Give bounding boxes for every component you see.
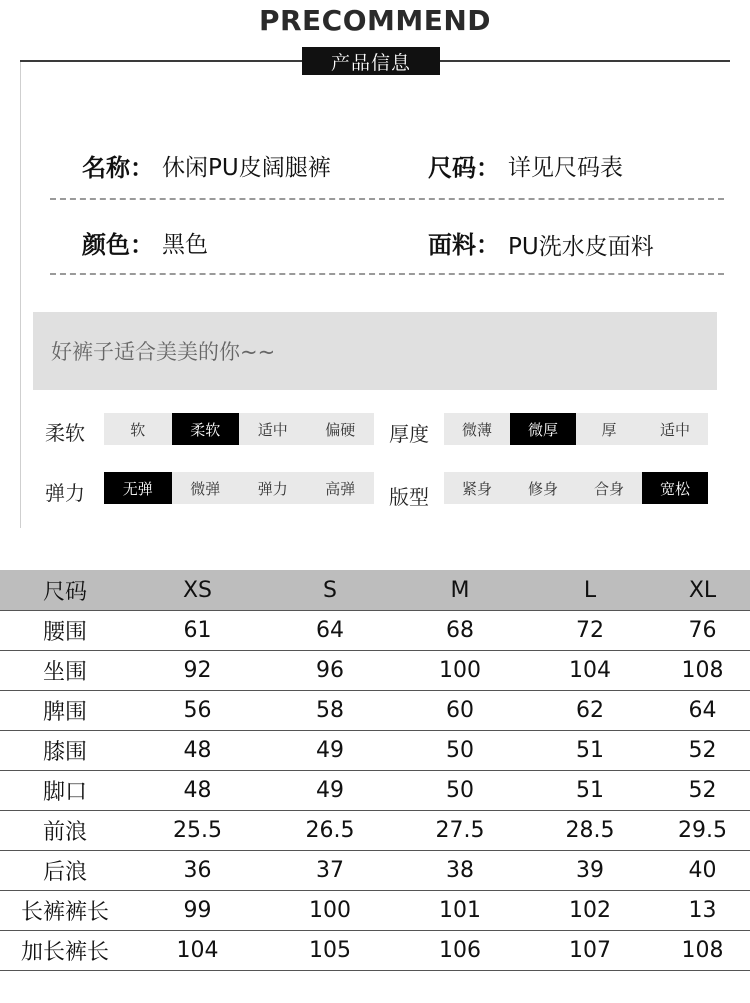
measure-value-cell: 50 bbox=[395, 771, 525, 811]
measure-value-cell: 60 bbox=[395, 691, 525, 731]
measure-name-cell: 坐围 bbox=[0, 651, 130, 691]
elasticity-scale bbox=[104, 472, 374, 504]
measure-name-cell: 长裤裤长 bbox=[0, 891, 130, 931]
softness-option: 偏硬 bbox=[325, 420, 356, 439]
measure-value-cell: 100 bbox=[265, 891, 395, 931]
color-label: 颜色： bbox=[82, 231, 154, 259]
measure-value-cell: 49 bbox=[265, 731, 395, 771]
measure-value-cell: 105 bbox=[265, 931, 395, 971]
fabric-value: PU洗水皮面料 bbox=[508, 234, 654, 260]
size-label: 尺码： bbox=[428, 154, 500, 182]
measure-value-cell: 100 bbox=[395, 651, 525, 691]
thickness-option: 厚 bbox=[601, 420, 617, 439]
measure-value-cell: 48 bbox=[130, 731, 265, 771]
header-cell: XL bbox=[655, 570, 750, 611]
table-row bbox=[0, 651, 750, 691]
measure-value-cell: 52 bbox=[655, 771, 750, 811]
softness-option: 柔软 bbox=[172, 413, 240, 445]
thickness-option: 适中 bbox=[659, 420, 690, 439]
fit-option: 合身 bbox=[593, 479, 624, 498]
measure-name-cell: 脚口 bbox=[0, 771, 130, 811]
thickness-option: 微薄 bbox=[461, 420, 492, 439]
measure-value-cell: 64 bbox=[655, 691, 750, 731]
measure-value-cell: 108 bbox=[655, 651, 750, 691]
table-row bbox=[0, 851, 750, 891]
table-row bbox=[0, 891, 750, 931]
measure-value-cell: 102 bbox=[525, 891, 655, 931]
measure-value-cell: 13 bbox=[655, 891, 750, 931]
measure-value-cell: 27.5 bbox=[395, 811, 525, 851]
brand-title: PRECOMMEND bbox=[258, 4, 492, 37]
softness-label: 柔软 bbox=[45, 421, 85, 445]
table-row bbox=[0, 691, 750, 731]
measure-value-cell: 61 bbox=[130, 611, 265, 651]
measure-value-cell: 37 bbox=[265, 851, 395, 891]
header-cell: L bbox=[525, 570, 655, 611]
size-value: 详见尺码表 bbox=[508, 155, 623, 181]
dashed-divider bbox=[50, 273, 724, 275]
measure-value-cell: 29.5 bbox=[655, 811, 750, 851]
measure-value-cell: 25.5 bbox=[130, 811, 265, 851]
measure-name-cell: 后浪 bbox=[0, 851, 130, 891]
measure-value-cell: 92 bbox=[130, 651, 265, 691]
elasticity-option: 高弹 bbox=[325, 479, 356, 498]
fit-label: 版型 bbox=[389, 485, 429, 509]
measure-value-cell: 108 bbox=[655, 931, 750, 971]
fit-option: 紧身 bbox=[461, 479, 492, 498]
name-label: 名称： bbox=[82, 154, 154, 182]
fabric-label: 面料： bbox=[428, 231, 500, 259]
measure-value-cell: 64 bbox=[265, 611, 395, 651]
measure-value-cell: 62 bbox=[525, 691, 655, 731]
measure-value-cell: 26.5 bbox=[265, 811, 395, 851]
measure-value-cell: 68 bbox=[395, 611, 525, 651]
softness-option: 适中 bbox=[257, 420, 288, 439]
measure-value-cell: 104 bbox=[525, 651, 655, 691]
fit-scale bbox=[444, 472, 708, 504]
size-table bbox=[0, 570, 750, 971]
measure-value-cell: 51 bbox=[525, 731, 655, 771]
measure-value-cell: 107 bbox=[525, 931, 655, 971]
table-row bbox=[0, 731, 750, 771]
measure-value-cell: 76 bbox=[655, 611, 750, 651]
elasticity-option: 弹力 bbox=[257, 479, 288, 498]
tagline-banner: 好裤子适合美美的你~~ bbox=[33, 312, 717, 390]
header-cell: S bbox=[265, 570, 395, 611]
measure-value-cell: 104 bbox=[130, 931, 265, 971]
measure-value-cell: 48 bbox=[130, 771, 265, 811]
size-table-header bbox=[0, 570, 750, 611]
thickness-scale bbox=[444, 413, 708, 445]
table-row bbox=[0, 931, 750, 971]
measure-name-cell: 腰围 bbox=[0, 611, 130, 651]
measure-value-cell: 49 bbox=[265, 771, 395, 811]
measure-name-cell: 膝围 bbox=[0, 731, 130, 771]
table-row bbox=[0, 771, 750, 811]
measure-name-cell: 加长裤长 bbox=[0, 931, 130, 971]
table-row bbox=[0, 611, 750, 651]
measure-value-cell: 28.5 bbox=[525, 811, 655, 851]
size-table-body bbox=[0, 611, 750, 971]
measure-value-cell: 58 bbox=[265, 691, 395, 731]
left-border-line bbox=[20, 62, 21, 528]
measure-value-cell: 51 bbox=[525, 771, 655, 811]
header-cell: 尺码 bbox=[0, 570, 130, 611]
measure-value-cell: 50 bbox=[395, 731, 525, 771]
section-label: 产品信息 bbox=[302, 47, 440, 75]
thickness-option: 微厚 bbox=[510, 413, 576, 445]
softness-scale bbox=[104, 413, 374, 445]
table-row bbox=[0, 811, 750, 851]
elasticity-option: 无弹 bbox=[104, 472, 172, 504]
dashed-divider bbox=[50, 198, 724, 200]
color-value: 黑色 bbox=[162, 232, 208, 258]
thickness-label: 厚度 bbox=[389, 422, 429, 446]
measure-name-cell: 脾围 bbox=[0, 691, 130, 731]
measure-value-cell: 36 bbox=[130, 851, 265, 891]
elasticity-option: 微弹 bbox=[190, 479, 221, 498]
measure-value-cell: 96 bbox=[265, 651, 395, 691]
header-cell: M bbox=[395, 570, 525, 611]
measure-value-cell: 99 bbox=[130, 891, 265, 931]
measure-value-cell: 106 bbox=[395, 931, 525, 971]
measure-value-cell: 56 bbox=[130, 691, 265, 731]
measure-value-cell: 39 bbox=[525, 851, 655, 891]
elasticity-label: 弹力 bbox=[45, 481, 85, 505]
fit-option: 宽松 bbox=[642, 472, 708, 504]
measure-value-cell: 52 bbox=[655, 731, 750, 771]
measure-value-cell: 72 bbox=[525, 611, 655, 651]
measure-name-cell: 前浪 bbox=[0, 811, 130, 851]
name-value: 休闲PU皮阔腿裤 bbox=[162, 155, 331, 181]
measure-value-cell: 40 bbox=[655, 851, 750, 891]
header-cell: XS bbox=[130, 570, 265, 611]
measure-value-cell: 101 bbox=[395, 891, 525, 931]
fit-option: 修身 bbox=[527, 479, 558, 498]
measure-value-cell: 38 bbox=[395, 851, 525, 891]
softness-option: 软 bbox=[130, 420, 146, 439]
